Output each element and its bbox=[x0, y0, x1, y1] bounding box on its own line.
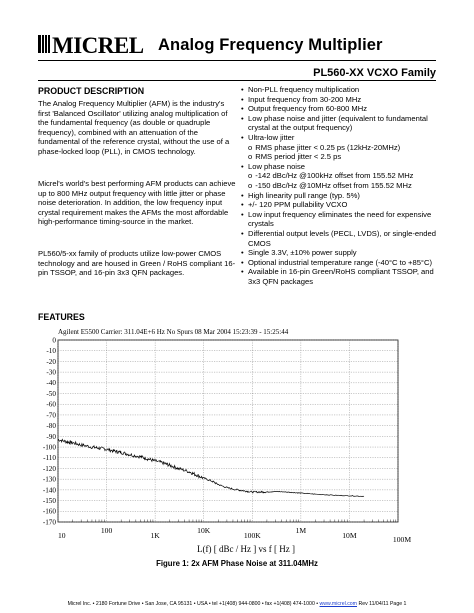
bullet-item: • Non-PLL frequency multiplication bbox=[241, 85, 441, 95]
page-footer bbox=[0, 601, 474, 607]
y-tick-label: -90 bbox=[46, 432, 56, 441]
micrel-logo bbox=[38, 33, 154, 55]
sub-bullet-text: RMS phase jitter < 0.25 ps (12kHz-20MHz) bbox=[255, 142, 401, 152]
phase-noise-plot bbox=[28, 326, 448, 556]
micrel-website-link[interactable]: www.micrel.com bbox=[319, 601, 357, 607]
bullet-item: • Optional industrial temperature range (-40°C to +85°C) bbox=[241, 258, 441, 268]
document-title: Analog Frequency Multiplier bbox=[158, 36, 383, 54]
sub-bullet-item: o -142 dBc/Hz @100kHz offset from 155.52 MHz bbox=[248, 171, 414, 181]
sub-bullet-item: o -150 dBc/Hz @10MHz offset from 155.52 MHz bbox=[248, 180, 412, 190]
subtitle-rule bbox=[38, 80, 436, 81]
product-family: PL560-XX VCXO Family bbox=[313, 67, 436, 79]
phase-noise-trace bbox=[58, 439, 364, 496]
chart-title: Agilent E5500 Carrier: 311.04E+6 Hz No Spurs 08 Mar 2004 15:23:39 - 15:25:44 bbox=[58, 328, 289, 336]
y-tick-label: -30 bbox=[46, 368, 56, 377]
logo-wordmark: MICREL bbox=[52, 33, 144, 55]
x-tick-label: 100K bbox=[243, 531, 261, 540]
description-paragraph: Micrel's world's best performing AFM products can achieve up to 800 MHz output frequency with little jitter or phase noise deterioration. In addition, the low frequency input crystal requirement makes the AFMs the most affordable high-performance timing-source in the market. bbox=[38, 179, 236, 227]
bullet-item: • Input frequency from 30-200 MHz bbox=[241, 95, 441, 105]
x-tick-label: 100M bbox=[392, 535, 412, 544]
sub-bullet-item: o RMS period jitter < 2.5 ps bbox=[248, 152, 342, 162]
y-tick-label: -10 bbox=[46, 347, 56, 356]
y-tick-label: -50 bbox=[46, 389, 56, 398]
bullet-item: • Low input frequency eliminates the need for expensive crystals bbox=[241, 210, 441, 229]
bullet-item: • Single 3.3V, ±10% power supply bbox=[241, 248, 441, 258]
bullet-item: • Low phase noise bbox=[241, 162, 441, 172]
phase-noise-chart bbox=[28, 326, 448, 556]
x-tick-label: 10M bbox=[342, 531, 357, 540]
feature-bullet-list bbox=[241, 85, 441, 286]
footer-revision: Rev 11/04/11 Page 1 bbox=[357, 601, 407, 607]
y-tick-label: -130 bbox=[42, 475, 56, 484]
header-rule bbox=[38, 60, 436, 61]
bullet-item: • Ultra-low jitter bbox=[241, 133, 441, 143]
bullet-item: • Available in 16-pin Green/RoHS compliant TSSOP, and 3x3 QFN packages bbox=[241, 267, 441, 286]
y-tick-label: -150 bbox=[42, 496, 56, 505]
micrel-logo-mark bbox=[38, 33, 154, 55]
bullet-item: • Output frequency from 60-800 MHz bbox=[241, 104, 441, 114]
bullet-item: • Differential output levels (PECL, LVDS), or single-ended CMOS bbox=[241, 229, 441, 248]
bullet-item: • Low phase noise and jitter (equivalent to fundamental crystal at the output frequency) bbox=[241, 114, 441, 133]
footer-contact: Micrel Inc. • 2180 Fortune Drive • San Jose, CA 95131 • USA • tel +1(408) 944-0800 • fax +1(408) 474-1000 • bbox=[67, 601, 320, 607]
x-tick-label: 100 bbox=[100, 526, 113, 535]
description-paragraph: The Analog Frequency Multiplier (AFM) is the industry's first 'Balanced Oscillator' utilizing analog multiplication of the fundamental frequency (as double or quadruple frequency), combined with an attenuation of the fundamental of the reference crystal, without the use of a phase-locked loop (PLL), in CMOS technology. bbox=[38, 99, 230, 156]
y-tick-label: -60 bbox=[46, 400, 56, 409]
x-tick-label: 10K bbox=[197, 526, 211, 535]
figure-caption: Figure 1: 2x AFM Phase Noise at 311.04MHz bbox=[156, 559, 318, 568]
sub-bullet-text: -150 dBc/Hz @10MHz offset from 155.52 MHz bbox=[255, 180, 412, 190]
y-tick-label: -140 bbox=[42, 486, 56, 495]
description-paragraph: PL560/5-xx family of products utilize low-power CMOS technology and are housed in Green / RoHS compliant 16-pin TSSOP, and 16-pin 3x3 QFN packages. bbox=[38, 249, 236, 278]
y-tick-label: -80 bbox=[46, 422, 56, 431]
sub-bullet-text: RMS period jitter < 2.5 ps bbox=[255, 152, 342, 162]
features-heading: FEATURES bbox=[38, 312, 85, 322]
x-tick-label: 10 bbox=[58, 531, 66, 540]
y-tick-label: -110 bbox=[43, 454, 56, 463]
sub-bullet-text: -142 dBc/Hz @100kHz offset from 155.52 MHz bbox=[255, 171, 414, 181]
y-tick-label: 0 bbox=[52, 336, 56, 345]
product-description-heading: PRODUCT DESCRIPTION bbox=[38, 86, 145, 96]
y-tick-label: -100 bbox=[42, 443, 56, 452]
x-tick-label: 1K bbox=[150, 531, 160, 540]
y-tick-label: -120 bbox=[42, 464, 56, 473]
y-tick-label: -170 bbox=[42, 518, 56, 527]
bullet-item: • +/- 120 PPM pullability VCXO bbox=[241, 200, 441, 210]
sub-bullet-item: o RMS phase jitter < 0.25 ps (12kHz-20MHz) bbox=[248, 142, 401, 152]
bullet-item: • High linearity pull range (typ. 5%) bbox=[241, 191, 441, 201]
y-tick-label: -40 bbox=[46, 379, 56, 388]
y-tick-label: -70 bbox=[46, 411, 56, 420]
x-tick-label: 1M bbox=[295, 526, 307, 535]
plot-frame bbox=[58, 340, 398, 522]
y-tick-label: -20 bbox=[46, 357, 56, 366]
y-tick-label: -160 bbox=[42, 507, 56, 516]
x-axis-label: L(f) [ dBc / Hz ] vs f [ Hz ] bbox=[197, 544, 295, 554]
